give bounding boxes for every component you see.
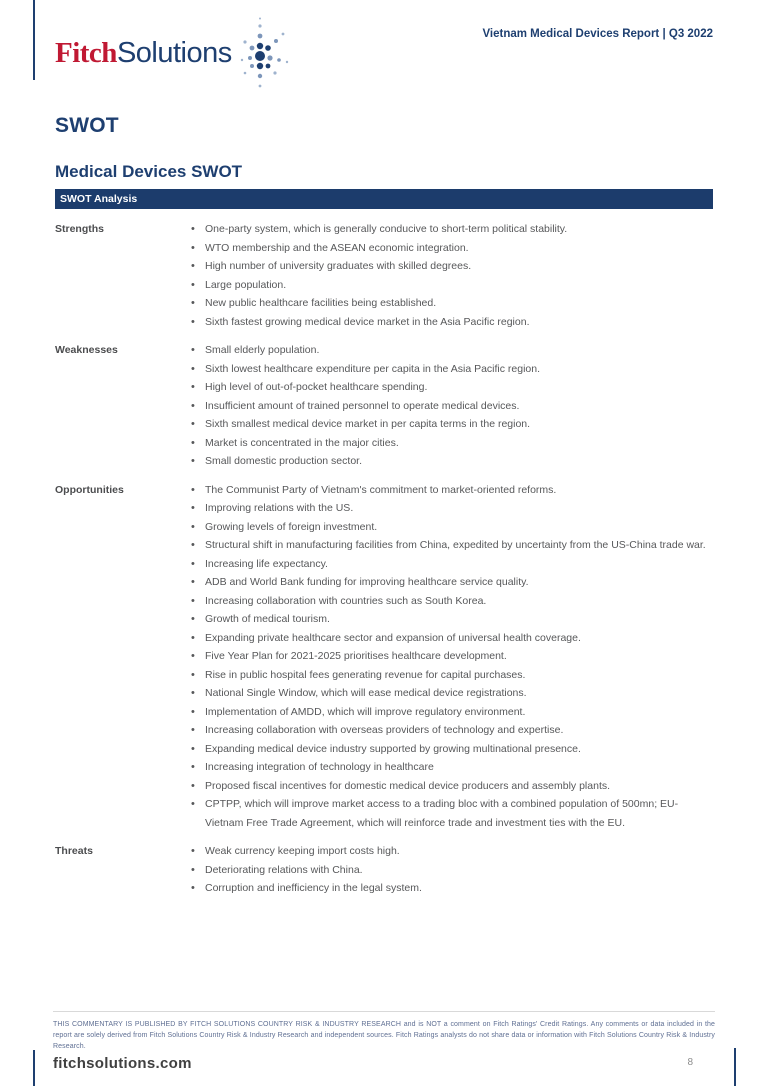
disclaimer-text: THIS COMMENTARY IS PUBLISHED BY FITCH SOLUTIONS COUNTRY RISK & INDUSTRY RESEARCH and is NOT a comment on Fitch Ratings' Credit Ratings. Any comments or data included in the report are solely derived from Fitch Solutions Country Risk & Industry Research and independent sources. Fitch Ratings analysts do not share data or information with Fitch Solutions Country Risk & Industry Research. bbox=[53, 1011, 715, 1052]
swot-bullet-item: • ADB and World Bank funding for improving healthcare service quality. bbox=[190, 573, 713, 592]
swot-bullet-item: • Improving relations with the US. bbox=[190, 499, 713, 518]
swot-bullet-item: • Implementation of AMDD, which will improve regulatory environment. bbox=[190, 703, 713, 722]
swot-table-row bbox=[55, 220, 713, 331]
page-header bbox=[55, 0, 713, 84]
swot-bullet-item: • Small elderly population. bbox=[190, 341, 713, 360]
footer-row bbox=[53, 1055, 715, 1072]
swot-bullet-list bbox=[190, 481, 713, 833]
swot-bullet-item: • Weak currency keeping import costs high. bbox=[190, 842, 713, 861]
logo-solutions-text: Solutions bbox=[116, 36, 232, 69]
swot-bullet-item: • Expanding medical device industry supported by growing multinational presence. bbox=[190, 740, 713, 759]
swot-bullet-item: • Sixth fastest growing medical device market in the Asia Pacific region. bbox=[190, 313, 713, 332]
swot-bullet-list bbox=[190, 220, 713, 331]
swot-bullet-item: • Increasing collaboration with countries such as South Korea. bbox=[190, 592, 713, 611]
swot-bullet-item: • High level of out-of-pocket healthcare spending. bbox=[190, 378, 713, 397]
swot-table-row bbox=[55, 481, 713, 833]
page-title: SWOT bbox=[55, 114, 119, 137]
swot-row-label: Strengths bbox=[55, 223, 105, 235]
swot-bullet-item: • New public healthcare facilities being established. bbox=[190, 294, 713, 313]
fitch-solutions-logo bbox=[55, 14, 296, 92]
swot-bullet-item: • Increasing life expectancy. bbox=[190, 555, 713, 574]
swot-bullet-item: • The Communist Party of Vietnam's commitment to market-oriented reforms. bbox=[190, 481, 713, 500]
swot-table-row bbox=[55, 341, 713, 471]
main-content bbox=[55, 84, 713, 908]
report-title: Vietnam Medical Devices Report | Q3 2022 bbox=[482, 28, 713, 40]
page-number: 8 bbox=[687, 1057, 693, 1068]
swot-bullet-item: • Insufficient amount of trained personnel to operate medical devices. bbox=[190, 397, 713, 416]
swot-bullet-item: • High number of university graduates with skilled degrees. bbox=[190, 257, 713, 276]
swot-bullet-item: • Increasing integration of technology in healthcare bbox=[190, 758, 713, 777]
swot-bullet-item: • Five Year Plan for 2021-2025 prioritises healthcare development. bbox=[190, 647, 713, 666]
swot-bullet-item: • Proposed fiscal incentives for domestic medical device producers and assembly plants. bbox=[190, 777, 713, 796]
swot-row-label: Opportunities bbox=[55, 483, 124, 496]
swot-bullet-item: • Rise in public hospital fees generating revenue for capital purchases. bbox=[190, 666, 713, 685]
swot-bullet-item: • National Single Window, which will ease medical device registrations. bbox=[190, 684, 713, 703]
swot-bullet-item: • Market is concentrated in the major cities. bbox=[190, 434, 713, 453]
swot-table-header: SWOT Analysis bbox=[55, 189, 713, 209]
swot-bullet-item: • WTO membership and the ASEAN economic integration. bbox=[190, 239, 713, 258]
swot-bullet-item: • Corruption and inefficiency in the legal system. bbox=[190, 879, 713, 898]
accent-line-bottom-right bbox=[734, 1048, 736, 1086]
swot-bullet-item: • Growth of medical tourism. bbox=[190, 610, 713, 629]
swot-bullet-item: • Expanding private healthcare sector and expansion of universal health coverage. bbox=[190, 629, 713, 648]
swot-bullet-item: • Large population. bbox=[190, 276, 713, 295]
fitchsolutions-link[interactable]: fitchsolutions.com bbox=[53, 1055, 192, 1072]
swot-table bbox=[55, 220, 713, 898]
swot-bullet-item: • Sixth smallest medical device market in per capita terms in the region. bbox=[190, 415, 713, 434]
swot-bullet-item: • CPTPP, which will improve market access to a trading bloc with a combined population of 500mn; EU-Vietnam Free Trade Agreement, which will reinforce trade and investment ties with the EU. bbox=[190, 795, 713, 832]
page-footer bbox=[53, 1011, 715, 1072]
swot-bullet-item: • One-party system, which is generally conducive to short-term political stability. bbox=[190, 220, 713, 239]
swot-bullet-item: • Increasing collaboration with overseas providers of technology and expertise. bbox=[190, 721, 713, 740]
swot-bullet-item: • Growing levels of foreign investment. bbox=[190, 518, 713, 537]
swot-row-label: Threats bbox=[55, 845, 93, 857]
swot-bullet-item: • Deteriorating relations with China. bbox=[190, 861, 713, 880]
logo-fitch-text: Fitch bbox=[55, 36, 117, 69]
section-subtitle: Medical Devices SWOT bbox=[55, 162, 243, 181]
swot-bullet-list bbox=[190, 842, 713, 898]
swot-bullet-list bbox=[190, 341, 713, 471]
accent-line-top-left bbox=[33, 0, 35, 80]
swot-row-label: Weaknesses bbox=[55, 344, 118, 356]
accent-line-bottom-left bbox=[33, 1050, 35, 1086]
logo-burst-icon bbox=[234, 16, 296, 92]
swot-bullet-item: • Small domestic production sector. bbox=[190, 452, 713, 471]
swot-table-row bbox=[55, 842, 713, 898]
swot-bullet-item: • Sixth lowest healthcare expenditure per capita in the Asia Pacific region. bbox=[190, 360, 713, 379]
swot-bullet-item: • Structural shift in manufacturing facilities from China, expedited by uncertainty from the US-China trade war. bbox=[190, 536, 713, 555]
